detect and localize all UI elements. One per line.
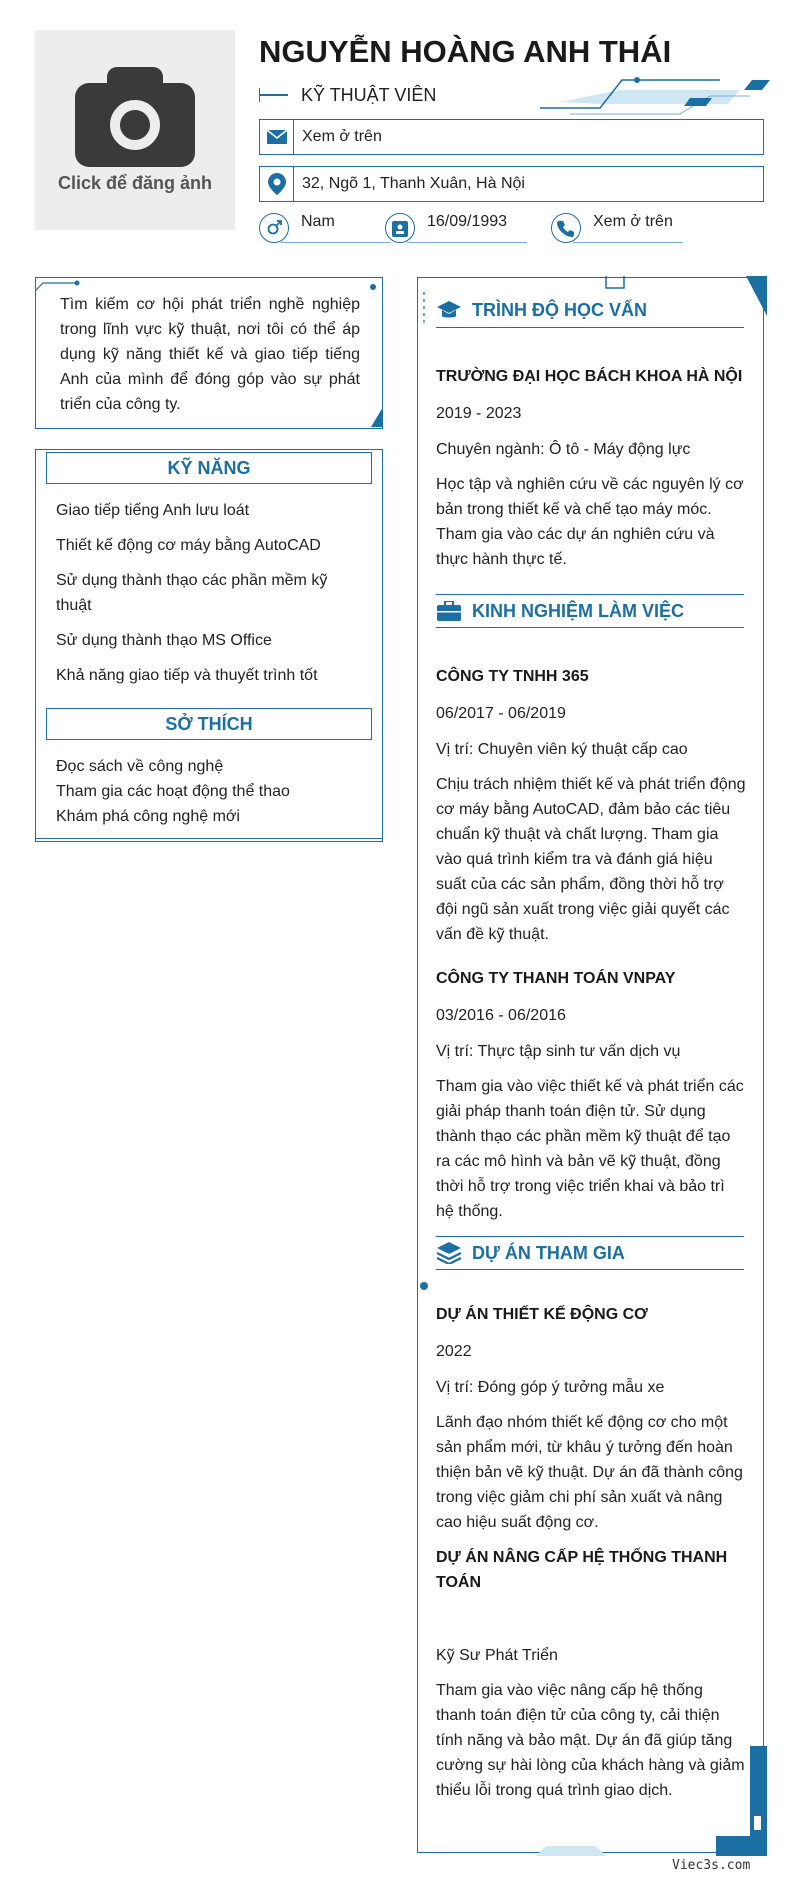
experience-header xyxy=(436,594,744,628)
job-period: 03/2016 - 06/2016 xyxy=(436,1007,566,1024)
job-description: Tham gia vào việc thiết kế và phát triển các giải pháp thanh toán điện tử. Sử dụng thành thạo các phần mềm kỹ thuật để tạo ra các mô hình và bản vẽ kỹ thuật, đồng thời hỗ trợ trong việc triển khai và bảo trì hệ thống. xyxy=(436,1078,744,1220)
experience-title: KINH NGHIỆM LÀM VIỆC xyxy=(472,600,685,621)
education-section xyxy=(436,294,744,328)
address-value: 32, Ngõ 1, Thanh Xuân, Hà Nội xyxy=(302,175,525,192)
job-title: KỸ THUẬT VIÊN xyxy=(301,84,437,105)
main-content xyxy=(417,277,764,1853)
job-title-row xyxy=(259,82,436,108)
education-period: 2019 - 2023 xyxy=(436,405,522,422)
education-entry xyxy=(436,364,746,572)
job-period: 06/2017 - 06/2019 xyxy=(436,705,566,722)
skills-list xyxy=(36,484,382,688)
email-field[interactable] xyxy=(259,119,764,155)
project-name: DỰ ÁN THIẾT KẾ ĐỘNG CƠ xyxy=(436,1306,648,1323)
job-entry xyxy=(436,664,746,947)
job-position: Vị trí: Chuyên viên ký thuật cấp cao xyxy=(436,741,688,758)
email-value: Xem ở trên xyxy=(302,128,382,145)
photo-caption: Click để đăng ảnh xyxy=(57,172,213,193)
projects-header xyxy=(436,1236,744,1270)
graduation-cap-icon xyxy=(436,298,462,324)
experience-section xyxy=(436,594,744,628)
company-name: CÔNG TY THANH TOÁN VNPAY xyxy=(436,970,676,987)
list-item: Đọc sách về công nghệ xyxy=(56,758,224,775)
objective-corner-decoration xyxy=(35,277,383,429)
gender-icon xyxy=(259,213,289,243)
company-name: CÔNG TY TNHH 365 xyxy=(436,668,589,685)
address-field[interactable] xyxy=(259,166,764,202)
project-year xyxy=(436,1607,746,1632)
project-description: Lãnh đạo nhóm thiết kế động cơ cho một sản phẩm mới, từ khâu ý tưởng đến hoàn thiện bản vẽ kỹ thuật. Dự án đã thành công trong việc giảm chi phí sản xuất và nâng cao hiệu suất động cơ. xyxy=(436,1414,743,1531)
education-major: Chuyên ngành: Ô tô - Máy động lực xyxy=(436,441,691,458)
list-item: Thiết kế động cơ máy bằng AutoCAD xyxy=(56,537,321,554)
hobbies-section xyxy=(35,706,383,842)
school-name: TRƯỜNG ĐẠI HỌC BÁCH KHOA HÀ NỘI xyxy=(436,368,743,385)
projects-section xyxy=(436,1236,744,1270)
watermark: Viec3s.com xyxy=(672,1858,751,1873)
location-pin-icon xyxy=(260,167,294,201)
layers-icon xyxy=(436,1240,462,1266)
list-item: Sử dụng thành thạo các phần mềm kỹ thuật xyxy=(56,572,328,614)
candidate-name: NGUYỄN HOÀNG ANH THÁI xyxy=(259,34,672,69)
projects-title: DỰ ÁN THAM GIA xyxy=(472,1242,625,1263)
list-item: Khám phá công nghệ mới xyxy=(56,808,240,825)
education-description: Học tập và nghiên cứu về các nguyên lý cơ bản trong thiết kế và chế tạo máy móc. Tham gia vào các dự án nghiên cứu và thực hành thực tế. xyxy=(436,476,744,568)
project-entry xyxy=(436,1302,746,1535)
gender-value: Nam xyxy=(301,213,335,230)
envelope-icon xyxy=(260,120,294,154)
list-item: Sử dụng thành thạo MS Office xyxy=(56,632,272,649)
hobbies-title: SỞ THÍCH xyxy=(46,708,372,740)
project-description: Tham gia vào việc nâng cấp hệ thống thanh toán điện tử của công ty, cải thiện tính năng và bảo mật. Dự án đã giúp tăng cường sự hài lòng của khách hàng và giảm thiểu lỗi trong quá trình giao dịch. xyxy=(436,1682,745,1799)
photo-upload[interactable] xyxy=(35,30,235,230)
hobbies-list xyxy=(36,740,382,829)
list-item: Tham gia các hoạt động thể thao xyxy=(56,783,290,800)
birthday-value: 16/09/1993 xyxy=(427,213,508,230)
birthday-item xyxy=(385,210,507,246)
project-entry xyxy=(436,1545,746,1803)
header-decoration xyxy=(540,74,770,116)
phone-icon xyxy=(551,213,581,243)
phone-item xyxy=(551,210,673,246)
objective-text: Tìm kiếm cơ hội phát triển nghề nghiệp trong lĩnh vực kỹ thuật, nơi tôi có thể áp dụng kỹ năng thiết kế và giao tiếp tiếng Anh của mình để đóng góp vào sự phát triển của công ty. xyxy=(60,296,360,413)
list-item: Giao tiếp tiếng Anh lưu loát xyxy=(56,502,250,519)
project-role: Vị trí: Đóng góp ý tưởng mẫu xe xyxy=(436,1379,665,1396)
list-item: Khả năng giao tiếp và thuyết trình tốt xyxy=(56,667,318,684)
education-header xyxy=(436,294,744,328)
title-line-decoration xyxy=(259,88,289,102)
project-year: 2022 xyxy=(436,1343,472,1360)
camera-icon xyxy=(75,67,195,167)
gender-item xyxy=(259,210,335,246)
project-role: Kỹ Sư Phát Triển xyxy=(436,1647,558,1664)
job-entry xyxy=(436,966,746,1224)
phone-value: Xem ở trên xyxy=(593,213,673,230)
briefcase-icon xyxy=(436,598,462,624)
skills-title: KỸ NĂNG xyxy=(46,452,372,484)
project-name: DỰ ÁN NÂNG CẤP HỆ THỐNG THANH TOÁN xyxy=(436,1549,728,1591)
job-position: Vị trí: Thực tập sinh tư vấn dịch vụ xyxy=(436,1043,681,1060)
id-card-icon xyxy=(385,213,415,243)
education-title: TRÌNH ĐỘ HỌC VẤN xyxy=(472,300,647,320)
job-description: Chịu trách nhiệm thiết kế và phát triển động cơ máy bằng AutoCAD, đảm bảo các tiêu chuẩn kỹ thuật và chất lượng. Tham gia vào quá trình kiểm tra và đánh giá hiệu suất của các sản phẩm, đồng thời hỗ trợ đội ngũ sản xuất trong việc giải quyết các vấn đề kỹ thuật. xyxy=(436,776,746,943)
